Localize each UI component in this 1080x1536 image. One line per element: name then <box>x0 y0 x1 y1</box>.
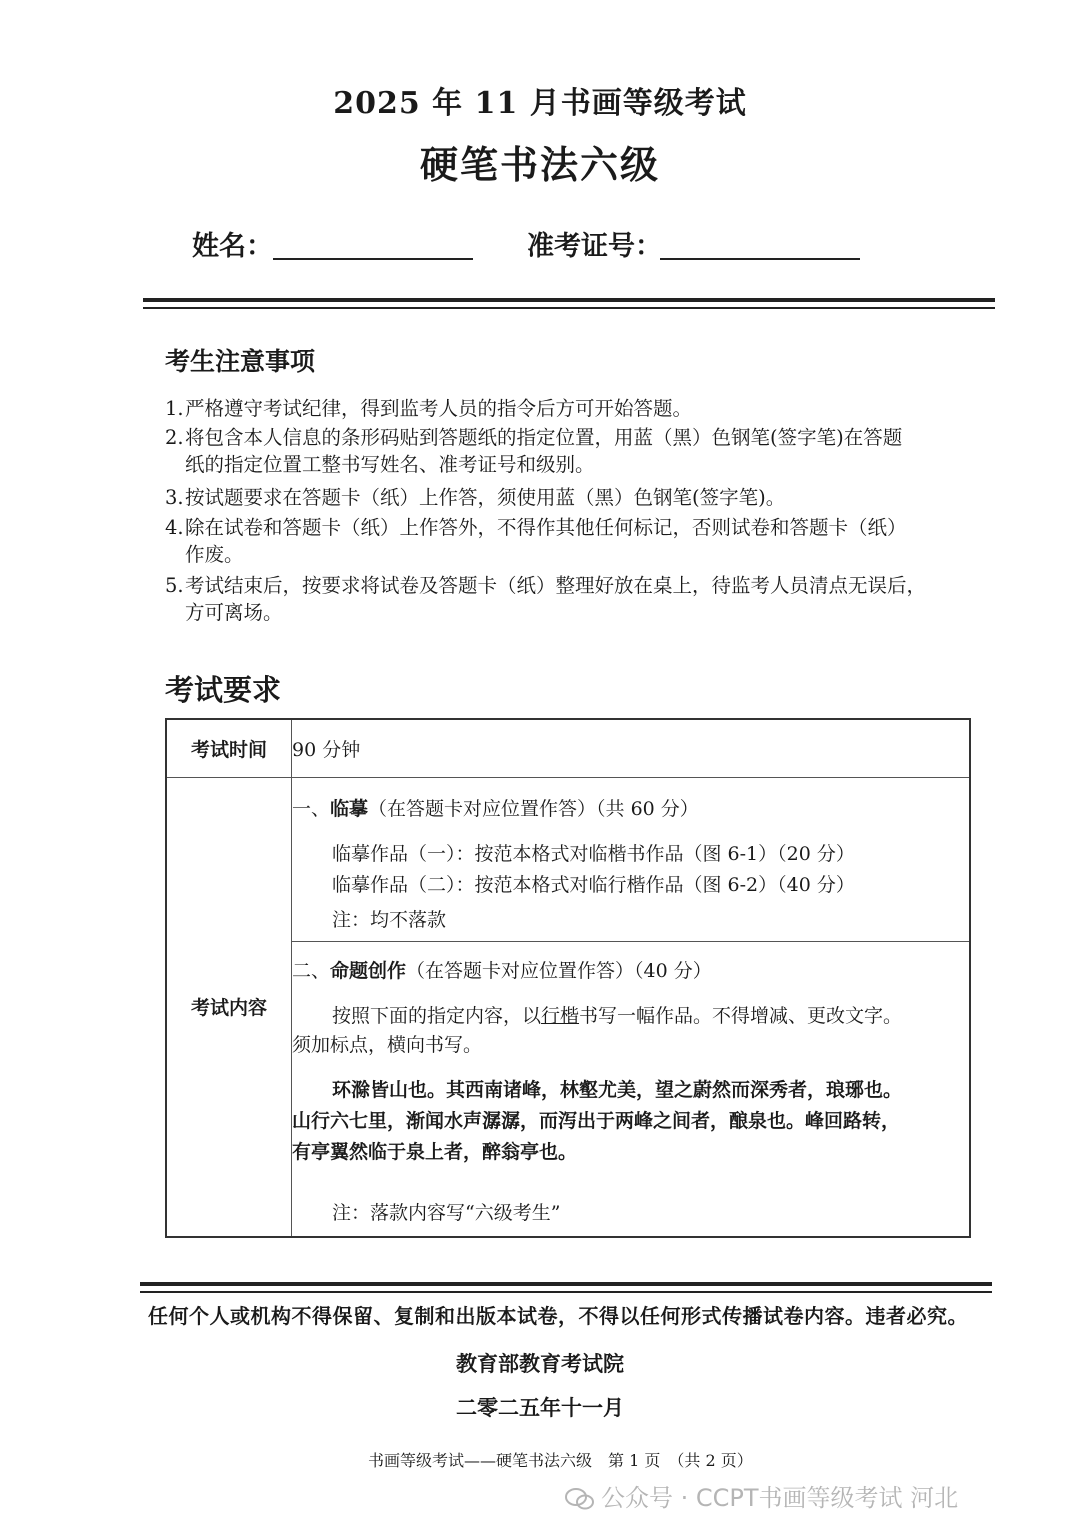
name-blank-line <box>273 258 473 260</box>
part1-row <box>166 777 970 941</box>
notice-item: 1.严格遵守考试纪律，得到监考人员的指令后方可开始答题。 <box>165 397 693 420</box>
page-footer: 书画等级考试——硬笔书法六级 第 1 页 （共 2 页） <box>368 1451 753 1470</box>
issuing-organization: 教育部教育考试院 <box>456 1351 624 1376</box>
wechat-icon <box>565 1487 595 1511</box>
exam-subject-title: 硬笔书法六级 <box>419 142 660 187</box>
part1-heading: 一、临摹（在答题卡对应位置作答）（共 60 分） <box>292 797 699 820</box>
exam-id-label: 准考证号： <box>527 231 662 262</box>
part2-instruction: 按照下面的指定内容，以行楷书写一幅作品。不得增减、更改文字。 <box>332 1004 903 1027</box>
time-value: 90 分钟 <box>292 719 971 777</box>
exam-id-blank-line <box>660 258 860 260</box>
part1-cell <box>292 777 971 941</box>
part2-instruction-cont: 须加标点，横向书写。 <box>292 1033 483 1056</box>
part2-cell <box>292 941 971 1237</box>
passage-line: 山行六七里，渐闻水声潺潺，而泻出于两峰之间者，酿泉也。峰回路转， <box>292 1109 901 1132</box>
time-row <box>166 719 970 777</box>
notice-item: 4.除在试卷和答题卡（纸）上作答外，不得作其他任何标记，否则试卷和答题卡（纸） 作废。 <box>165 516 907 566</box>
name-label: 姓名： <box>192 231 273 262</box>
notice-item: 5.考试结束后，按要求将试卷及答题卡（纸）整理好放在桌上，待监考人员清点无误后， 方可离场。 <box>165 574 927 624</box>
passage-line: 环滁皆山也。其西南诸峰，林壑尤美，望之蔚然而深秀者，琅琊也。 <box>332 1078 903 1101</box>
part2-note: 注：落款内容写“六级考生” <box>332 1201 561 1224</box>
copyright-warning: 任何个人或机构不得保留、复制和出版本试卷，不得以任何形式传播试卷内容。违者必究。 <box>148 1304 968 1328</box>
notice-item: 2.将包含本人信息的条形码贴到答题纸的指定位置，用蓝（黑）色钢笔(签字笔)在答题 纸的指定位置工整书写姓名、准考证号和级别。 <box>165 426 903 476</box>
passage-line: 有亭翼然临于泉上者，醉翁亭也。 <box>292 1140 578 1163</box>
time-label: 考试时间 <box>166 719 292 777</box>
issue-date: 二零二五年十一月 <box>456 1395 624 1420</box>
footer-divider-thin <box>140 1291 992 1293</box>
notices-title: 考生注意事项 <box>165 347 316 376</box>
part2-heading: 二、命题创作（在答题卡对应位置作答）（40 分） <box>292 959 712 982</box>
watermark <box>565 1478 958 1513</box>
requirements-table <box>165 718 971 1238</box>
part1-item: 临摹作品（一）：按范本格式对临楷书作品（图 6-1）（20 分） <box>332 842 855 865</box>
exam-title: 2025 年 11 月书画等级考试 <box>333 86 747 121</box>
notice-item: 3.按试题要求在答题卡（纸）上作答，须使用蓝（黑）色钢笔(签字笔)。 <box>165 486 786 509</box>
requirements-title: 考试要求 <box>165 673 282 707</box>
content-label: 考试内容 <box>166 777 292 1237</box>
part1-note: 注：均不落款 <box>332 908 447 931</box>
footer-divider-thick <box>140 1282 992 1286</box>
watermark-text: 公众号 · CCPT书画等级考试 河北 <box>601 1484 959 1512</box>
header-divider-thin <box>143 307 995 309</box>
part1-item: 临摹作品（二）：按范本格式对临行楷作品（图 6-2）（40 分） <box>332 873 855 896</box>
header-divider-thick <box>143 298 995 302</box>
